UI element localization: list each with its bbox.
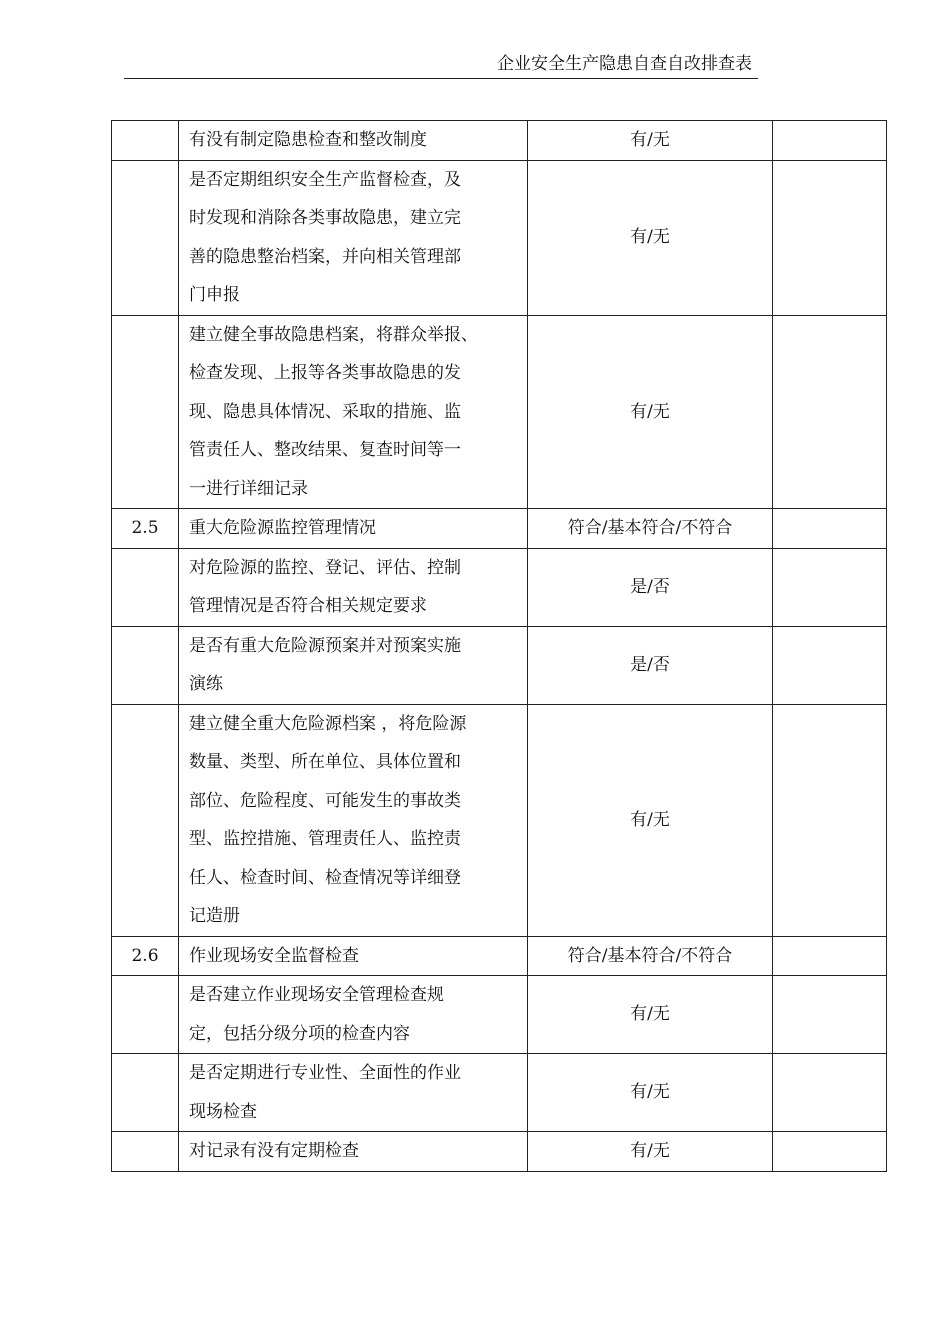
row-item: [179, 976, 528, 1054]
row-item-text: 是否定期进行专业性、全面性的作业 现场检查: [189, 1063, 461, 1122]
row-item-text: 有没有制定隐患检查和整改制度: [189, 130, 427, 150]
row-result: 有/无: [528, 315, 773, 509]
row-number: [112, 315, 179, 509]
row-result: 有/无: [528, 976, 773, 1054]
table-row: [112, 626, 887, 704]
row-item: [179, 1054, 528, 1132]
row-note: [773, 704, 887, 936]
table-row: [112, 121, 887, 161]
row-number: [112, 976, 179, 1054]
page-title: 企业安全生产隐患自查自改排查表: [497, 54, 752, 74]
table-row: [112, 315, 887, 509]
table-row: [112, 160, 887, 315]
page-header: [124, 50, 758, 79]
row-note: [773, 936, 887, 976]
row-number: 2.5: [112, 509, 179, 549]
row-result: 是/否: [528, 548, 773, 626]
table-row: [112, 509, 887, 549]
row-note: [773, 160, 887, 315]
row-number: [112, 704, 179, 936]
row-note: [773, 976, 887, 1054]
table-row: [112, 936, 887, 976]
row-item-text: 是否定期组织安全生产监督检查，及 时发现和消除各类事故隐患，建立完 善的隐患整治档案，并向相关管理部 门申报: [189, 169, 461, 305]
row-result: 是/否: [528, 626, 773, 704]
row-note: [773, 548, 887, 626]
row-note: [773, 121, 887, 161]
row-note: [773, 509, 887, 549]
row-result: 有/无: [528, 1132, 773, 1172]
inspection-table: [111, 120, 887, 1172]
row-item-text: 建立健全重大危险源档案 ，将危险源 数量、类型、所在单位、具体位置和 部位、危险程度、可能发生的事故类 型、监控措施、管理责任人、监控责 任人、检查时间、检查情况等详细登 记造册: [189, 713, 467, 926]
row-result: 有/无: [528, 1054, 773, 1132]
row-note: [773, 315, 887, 509]
row-number: [112, 548, 179, 626]
table-row: [112, 704, 887, 936]
row-note: [773, 626, 887, 704]
row-number: [112, 1132, 179, 1172]
row-note: [773, 1054, 887, 1132]
row-number: [112, 121, 179, 161]
row-item: [179, 548, 528, 626]
row-item: [179, 315, 528, 509]
row-result: 符合/基本符合/不符合: [528, 936, 773, 976]
row-item-text: 重大危险源监控管理情况: [189, 518, 376, 538]
row-item: [179, 626, 528, 704]
row-note: [773, 1132, 887, 1172]
row-number: [112, 1054, 179, 1132]
row-result: 有/无: [528, 704, 773, 936]
row-item-text: 是否建立作业现场安全管理检查规 定，包括分级分项的检查内容: [189, 985, 444, 1044]
row-item: [179, 704, 528, 936]
row-item: [179, 936, 528, 976]
row-result: 有/无: [528, 121, 773, 161]
row-item-text: 对记录有没有定期检查: [189, 1141, 359, 1161]
row-number: [112, 626, 179, 704]
row-number: [112, 160, 179, 315]
row-item: [179, 121, 528, 161]
row-result: 符合/基本符合/不符合: [528, 509, 773, 549]
row-item-text: 对危险源的监控、登记、评估、控制 管理情况是否符合相关规定要求: [189, 557, 461, 616]
row-number: 2.6: [112, 936, 179, 976]
row-result: 有/无: [528, 160, 773, 315]
table-row: [112, 1054, 887, 1132]
table-body: [112, 121, 887, 1172]
row-item: [179, 160, 528, 315]
row-item-text: 建立健全事故隐患档案，将群众举报、 检查发现、上报等各类事故隐患的发 现、隐患具体情况、采取的措施、监 管责任人、整改结果、复查时间等一 一进行详细记录: [189, 324, 478, 499]
row-item-text: 是否有重大危险源预案并对预案实施 演练: [189, 635, 461, 694]
row-item: [179, 509, 528, 549]
table-row: [112, 1132, 887, 1172]
row-item: [179, 1132, 528, 1172]
table-row: [112, 976, 887, 1054]
row-item-text: 作业现场安全监督检查: [189, 945, 359, 966]
table-row: [112, 548, 887, 626]
